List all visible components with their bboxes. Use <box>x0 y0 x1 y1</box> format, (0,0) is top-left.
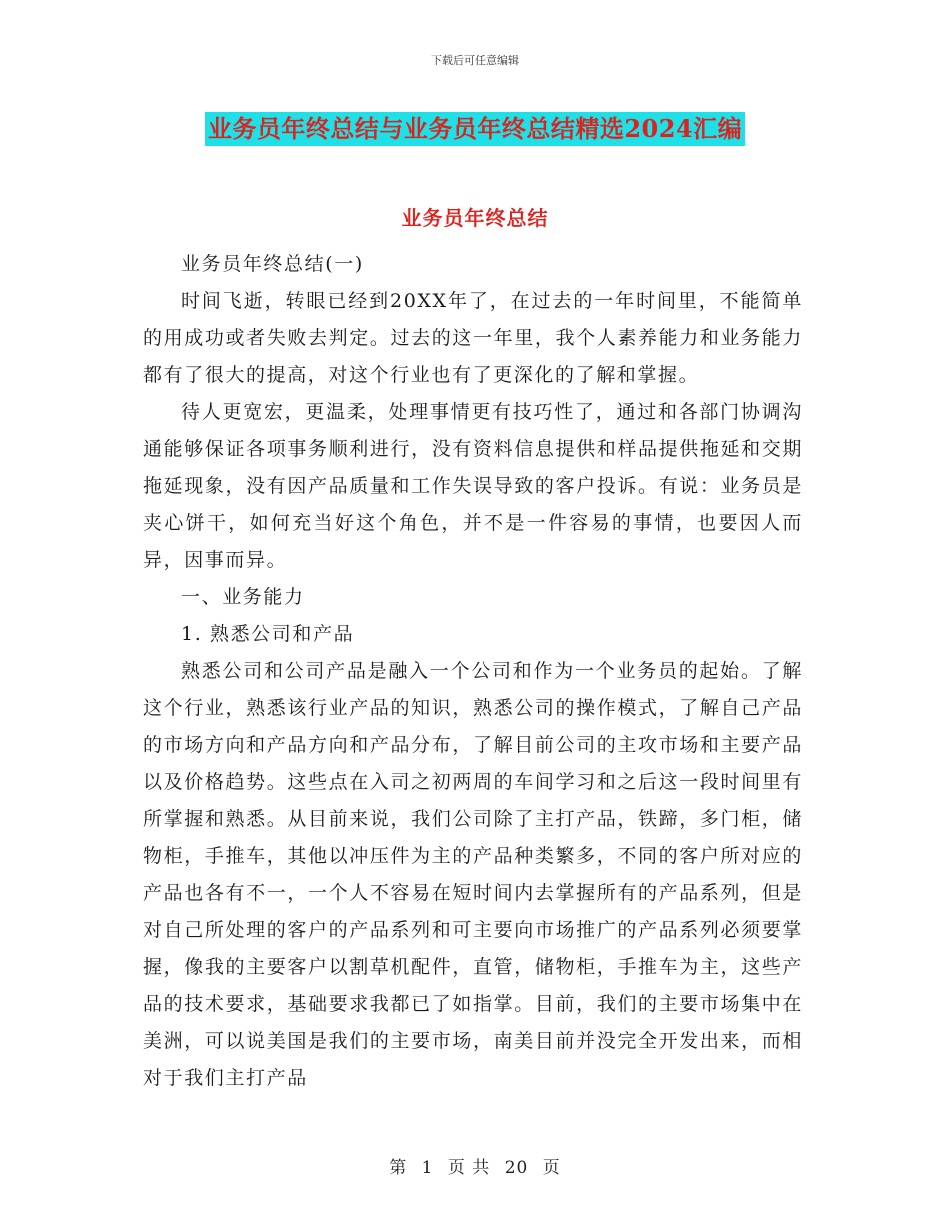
paragraph: 时间飞逝，转眼已经到20XX年了，在过去的一年时间里，不能简单的用成功或者失败去判定。过去的这一年里，我个人素养能力和业务能力都有了很大的提高，对这个行业也有了更深化的了解和掌握。 <box>143 290 803 386</box>
footer-middle: 页 共 <box>447 1158 491 1178</box>
paragraph-heading: 1. 熟悉公司和产品 <box>181 623 355 645</box>
paragraph: 熟悉公司和公司产品是融入一个公司和作为一个业务员的起始。了解这个行业，熟悉该行业产品的知识，熟悉公司的操作模式，了解自己产品的市场方向和产品方向和产品分布，了解目前公司的主攻市场和主要产品以及价格趋势。这些点在入司之初两周的车间学习和之后这一段时间里有所掌握和熟悉。从目前来说，我们公司除了主打产品，铁蹄，多门柜，储物柜，手推车，其他以冲压件为主的产品种类繁多，不同的客户所对应的产品也各有不一，一个人不容易在短时间内去掌握所有的产品系列，但是对自己所处理的客户的产品系列和可主要向市场推广的产品系列必须要掌握，像我的主要客户以割草机配件，直管，储物柜，手推车为主，这些产品的技术要求，基础要求我都已了如指掌。目前，我们的主要市场集中在美洲，可以说美国是我们的主要市场，南美目前并没完全开发出来，而相对于我们主打产品 <box>143 660 803 1089</box>
current-page-number: 1 <box>421 1158 434 1178</box>
section-title: 业务员年终总结 <box>401 206 549 230</box>
footer-prefix: 第 <box>389 1158 408 1178</box>
document-body <box>143 246 803 1097</box>
paragraph: 待人更宽宏，更温柔，处理事情更有技巧性了，通过和各部门协调沟通能够保证各项事务顺利进行，没有资料信息提供和样品提供拖延和交期拖延现象，没有因产品质量和工作失误导致的客户投诉。有说：业务员是夹心饼干，如何充当好这个角色，并不是一件容易的事情，也要因人而异，因事而异。 <box>143 401 803 571</box>
page-footer <box>0 1153 950 1178</box>
total-pages: 20 <box>504 1158 529 1178</box>
footer-suffix: 页 <box>542 1158 561 1178</box>
paragraph-heading: 业务员年终总结(一) <box>181 253 364 275</box>
header-note: 下载后可任意编辑 <box>431 54 519 67</box>
document-title <box>0 112 950 146</box>
document-title-text: 业务员年终总结与业务员年终总结精选2024汇编 <box>205 112 745 146</box>
paragraph-heading: 一、业务能力 <box>181 586 305 608</box>
